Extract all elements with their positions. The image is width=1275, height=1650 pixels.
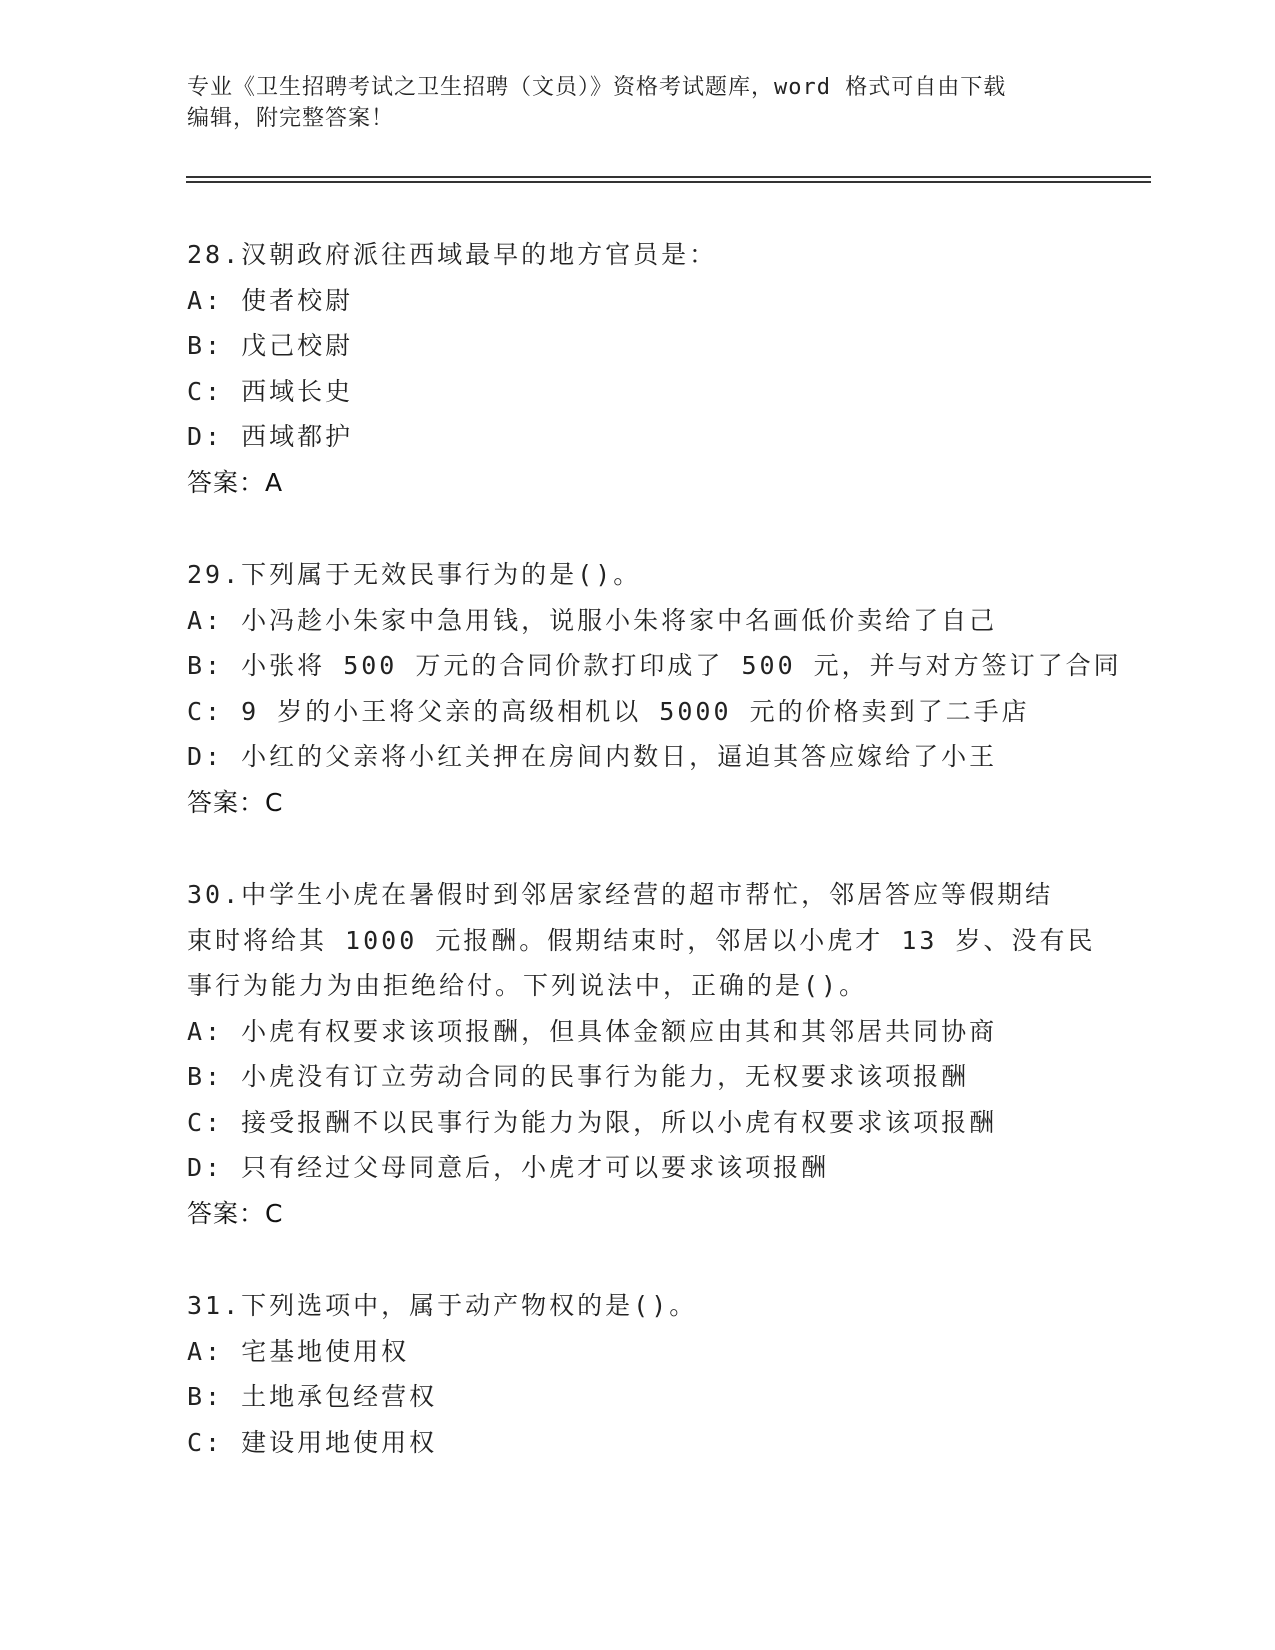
question-stem: 28.汉朝政府派往西域最早的地方官员是： <box>187 240 718 269</box>
header-divider-top <box>186 176 1151 178</box>
option-d: D: 西域都护 <box>187 422 354 451</box>
option-a: A: 小虎有权要求该项报酬，但具体金额应由其和其邻居共同协商 <box>187 1016 998 1046</box>
question-29 <box>187 552 1147 825</box>
option-b: B: 小张将 500 万元的合同价款打印成了 500 元，并与对方签订了合同 <box>187 651 1122 680</box>
option-d: D: 小红的父亲将小红关押在房间内数日，逼迫其答应嫁给了小王 <box>187 742 998 771</box>
question-stem-line-1: 30.中学生小虎在暑假时到邻居家经营的超市帮忙，邻居答应等假期结 <box>187 880 1054 909</box>
header-divider-bottom <box>186 181 1151 183</box>
question-list <box>187 232 1147 1512</box>
option-d: D: 只有经过父母同意后，小虎才可以要求该项报酬 <box>187 1153 830 1182</box>
header-line-1: 专业《卫生招聘考试之卫生招聘（文员）》资格考试题库，word 格式可自由下载 <box>187 75 1007 100</box>
option-a: A: 小冯趁小朱家中急用钱，说服小朱将家中名画低价卖给了自己 <box>187 605 998 635</box>
option-c: C: 接受报酬不以民事行为能力为限，所以小虎有权要求该项报酬 <box>187 1107 998 1137</box>
header-line-2: 编辑，附完整答案！ <box>187 106 395 131</box>
answer-line: 答案：C <box>187 1198 284 1228</box>
question-stem: 29.下列属于无效民事行为的是()。 <box>187 560 642 589</box>
option-b: B: 土地承包经营权 <box>187 1382 438 1411</box>
option-a: A: 宅基地使用权 <box>187 1336 410 1366</box>
option-b: B: 小虎没有订立劳动合同的民事行为能力，无权要求该项报酬 <box>187 1062 970 1091</box>
question-28 <box>187 232 1147 505</box>
document-header <box>187 72 1087 134</box>
option-c: C: 西域长史 <box>187 376 354 406</box>
question-stem: 31.下列选项中，属于动产物权的是()。 <box>187 1291 698 1320</box>
question-stem-line-3: 事行为能力为由拒绝给付。下列说法中，正确的是()。 <box>187 971 868 1000</box>
option-a: A: 使者校尉 <box>187 285 354 315</box>
answer-line: 答案：C <box>187 787 284 817</box>
question-30 <box>187 872 1147 1236</box>
question-stem-line-2: 束时将给其 1000 元报酬。假期结束时，邻居以小虎才 13 岁、没有民 <box>187 925 1096 955</box>
question-31 <box>187 1283 1147 1465</box>
option-b: B: 戊己校尉 <box>187 331 354 360</box>
option-c: C: 9 岁的小王将父亲的高级相机以 5000 元的价格卖到了二手店 <box>187 696 1030 726</box>
option-c: C: 建设用地使用权 <box>187 1427 438 1457</box>
answer-line: 答案：A <box>187 467 284 497</box>
